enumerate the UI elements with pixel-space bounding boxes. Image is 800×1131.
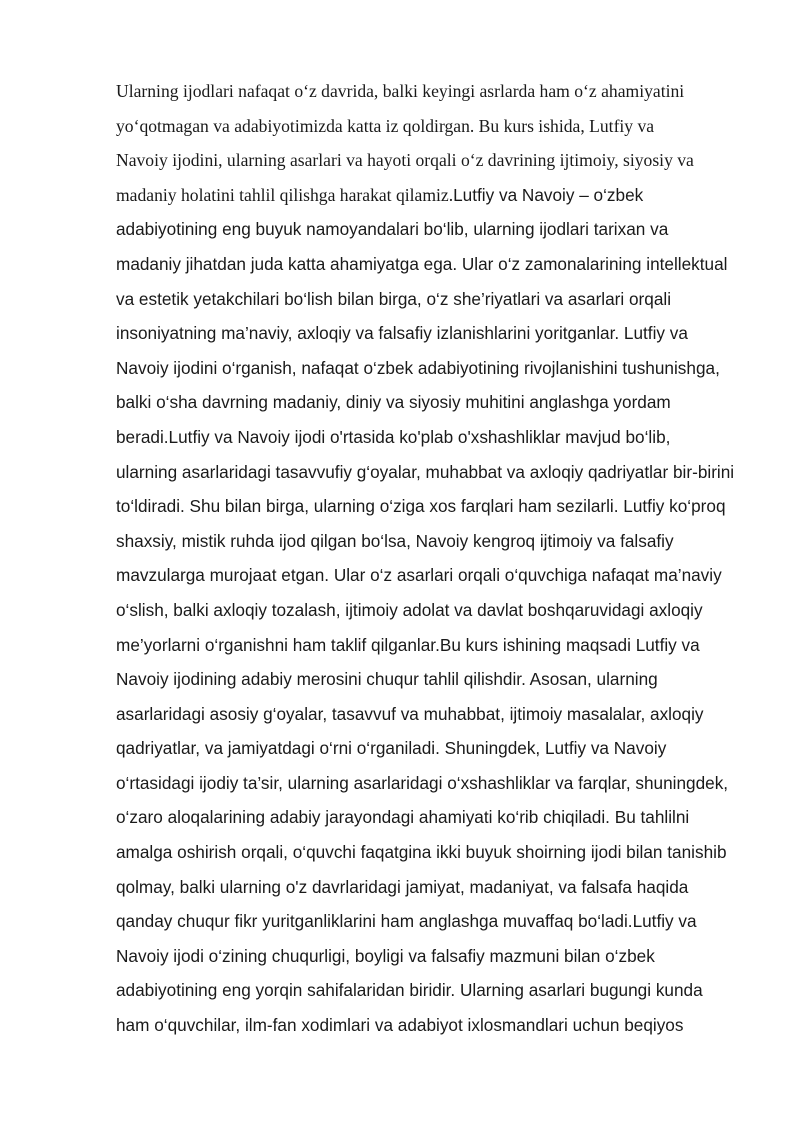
text-line: Navoiy ijodi o‘zining chuqurligi, boyligi va falsafiy mazmuni bilan o‘zbek — [116, 945, 655, 966]
text-segment: madaniy holatini tahlil qilishga harakat qilamiz. — [116, 184, 454, 205]
text-line: Ularning ijodlari nafaqat o‘z davrida, balki keyingi asrlarda ham o‘z ahamiyatini — [116, 81, 685, 101]
text-line: me’yorlarni o‘rganishni ham taklif qilganlar.Bu kurs ishining maqsadi Lutfiy va — [116, 634, 700, 655]
text-line: va estetik yetakchilari bo‘lish bilan birga, o‘z she’riyatlari va asarlari orqali — [116, 288, 672, 309]
text-line: shaxsiy, mistik ruhda ijod qilgan bo‘lsa, Navoiy kengroq ijtimoiy va falsafiy — [116, 530, 674, 551]
text-line: o‘rtasidagi ijodiy ta’sir, ularning asarlaridagi o‘xshashliklar va farqlar, shuningdek, — [116, 772, 729, 793]
text-line: Navoiy ijodini, ularning asarlari va hayoti orqali o‘z davrining ijtimoiy, siyosiy va — [116, 150, 694, 171]
text-line: madaniy jihatdan juda katta ahamiyatga ega. Ular o‘z zamonalarining intellektual — [116, 253, 728, 274]
text-line — [116, 178, 756, 213]
text-line: insoniyatning ma’naviy, axloqiy va falsafiy izlanishlarini yoritganlar. Lutfiy va — [116, 323, 688, 344]
text-line: adabiyotining eng yorqin sahifalaridan biridir. Ularning asarlari bugungi kunda — [116, 980, 703, 1001]
text-line: to‘ldiradi. Shu bilan birga, ularning o‘ziga xos farqlari ham sezilarli. Lutfiy ko‘proq — [116, 496, 726, 517]
text-line: o‘zaro aloqalarining adabiy jarayondagi ahamiyati ko‘rib chiqiladi. Bu tahlilni — [116, 807, 690, 828]
body-text — [116, 74, 756, 1043]
text-line: qanday chuqur fikr yuritganliklarini ham anglashga muvaffaq bo‘ladi.Lutfiy va — [116, 911, 697, 932]
text-line: balki o‘sha davrning madaniy, diniy va siyosiy muhitini anglashga yordam — [116, 392, 671, 413]
text-line: o‘slish, balki axloqiy tozalash, ijtimoiy adolat va davlat boshqaruvidagi axloqiy — [116, 599, 703, 620]
text-line: qolmay, balki ularning o'z davrlaridagi jamiyat, madaniyat, va falsafa haqida — [116, 876, 689, 897]
text-line: Navoiy ijodini o‘rganish, nafaqat o‘zbek adabiyotining rivojlanishini tushunishga, — [116, 357, 720, 378]
text-line: asarlaridagi asosiy g‘oyalar, tasavvuf va muhabbat, ijtimoiy masalalar, axloqiy — [116, 703, 704, 724]
text-line: adabiyotining eng buyuk namoyandalari bo‘lib, ularning ijodlari tarixan va — [116, 219, 669, 240]
text-line: qadriyatlar, va jamiyatdagi o‘rni o‘rganiladi. Shuningdek, Lutfiy va Navoiy — [116, 738, 667, 759]
text-line: ham o‘quvchilar, ilm-fan xodimlari va adabiyot ixlosmandlari uchun beqiyos — [116, 1015, 684, 1036]
text-line: yo‘qotmagan va adabiyotimizda katta iz qoldirgan. Bu kurs ishida, Lutfiy va — [116, 115, 655, 136]
text-line: Navoiy ijodining adabiy merosini chuqur tahlil qilishdir. Asosan, ularning — [116, 669, 658, 690]
text-line: ularning asarlaridagi tasavvufiy g‘oyalar, muhabbat va axloqiy qadriyatlar bir-birini — [116, 461, 735, 482]
text-line: beradi.Lutfiy va Navoiy ijodi o'rtasida ko'plab o'xshashliklar mavjud bo‘lib, — [116, 426, 671, 447]
text-line: amalga oshirish orqali, o‘quvchi faqatgina ikki buyuk shoirning ijodi bilan tanishib — [116, 842, 727, 863]
text-segment: Lutfiy va Navoiy – o‘zbek — [453, 184, 644, 205]
text-line: mavzularga murojaat etgan. Ular o‘z asarlari orqali o‘quvchiga nafaqat ma’naviy — [116, 565, 722, 586]
